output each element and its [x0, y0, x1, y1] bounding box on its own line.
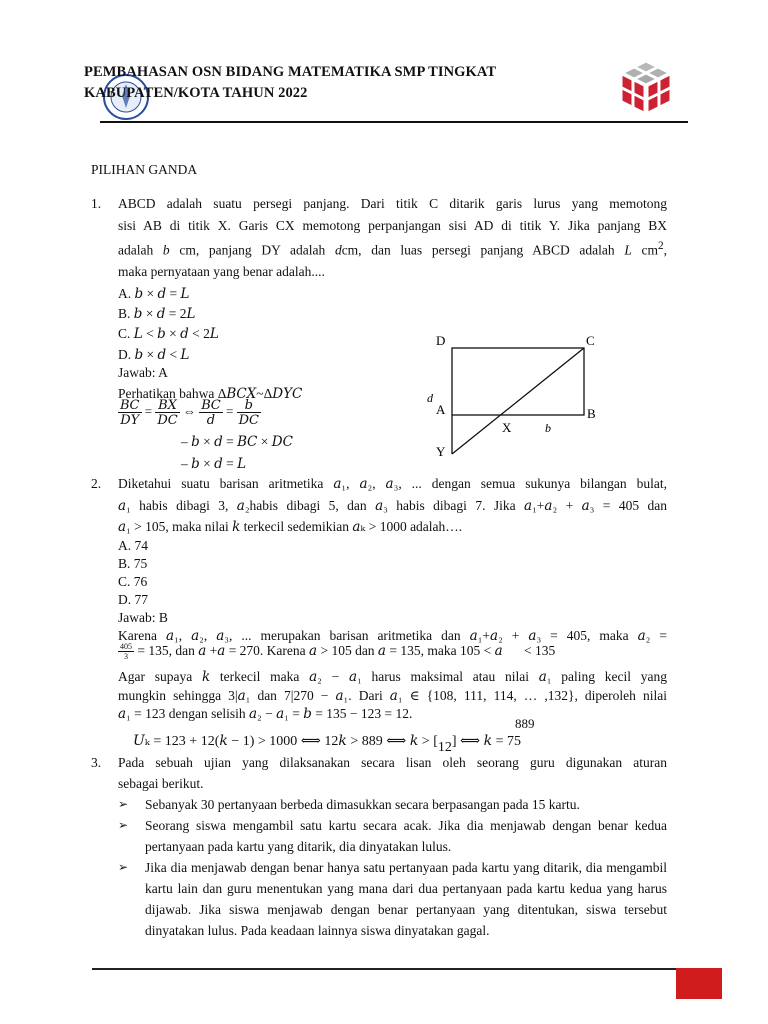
q1-text-line1: ABCD adalah suatu persegi panjang. Dari titik C ditarik garis lurus yang memotong [118, 196, 667, 211]
q1-t4: d [334, 242, 342, 258]
q1-frac-2 [155, 398, 179, 427]
label-d-length: d [427, 391, 433, 405]
label-c-point: C [586, 333, 595, 348]
bullet-arrow-icon: ➢ [118, 860, 129, 874]
q2-frac-den: 3 [124, 652, 128, 662]
q3-number: 3. [91, 755, 102, 770]
q1-option-c: C. 𝐿 < 𝑏 × 𝑑 < 2𝐿 [118, 326, 219, 341]
q2-option-d: D. 77 [118, 592, 148, 607]
label-b-length: b [545, 421, 551, 435]
q1-t2: b [162, 242, 170, 258]
label-b-point: B [587, 406, 596, 421]
q1-text [118, 193, 667, 283]
q1-text-line3 [118, 236, 667, 261]
q2-number: 2. [91, 476, 102, 491]
q1-frac-1 [118, 398, 142, 427]
q1-option-b: B. 𝑏 × 𝑑 = 2𝐿 [118, 306, 196, 321]
q1-frac-4-num: 𝑏 [237, 398, 261, 413]
q2-answer: Jawab: B [118, 610, 168, 625]
q1-frac-1-den: 𝐷𝑌 [120, 412, 140, 427]
q2-big-eq-b: 12 [437, 740, 452, 755]
q2-option-b: B. 75 [118, 556, 148, 571]
label-d-point: D [436, 333, 446, 348]
q1-t1: adalah [118, 242, 163, 258]
section-title: PILIHAN GANDA [91, 162, 198, 177]
q1-t5: cm, dan luas persegi panjang ABCD adalah [341, 242, 625, 258]
header-line-1: PEMBAHASAN OSN BIDANG MATEMATIKA SMP TINGKAT [84, 64, 497, 80]
q2-frac-405-3 [118, 642, 134, 661]
q2-frac-num: 405 [120, 642, 132, 652]
q2-line2: 𝑎₁ habis dibagi 3, 𝑎₂habis dibagi 5, dan 𝑎₃ habis dibagi 7. Jika 𝑎₁+𝑎₂ + 𝑎₃ = 405 dan [118, 497, 667, 513]
q2-big-equation [133, 733, 521, 755]
q1-frac-2-num: 𝐵𝑋 [155, 398, 179, 413]
q2-solution-line3: Agar supaya 𝑘 terkecil maka 𝑎₂ − 𝑎₁ harus maksimal atau nilai 𝑎₁ paling kecil yang [118, 669, 667, 684]
q2-solution-line2 [118, 642, 678, 661]
q2-solution-line1: Karena 𝑎₁, 𝑎₂, 𝑎₃, ... merupakan barisan aritmetika dan 𝑎₁+𝑎₂ + 𝑎₃ = 405, maka 𝑎₂ = [118, 628, 667, 643]
q1-option-a: A. 𝑏 × 𝑑 = 𝐿 [118, 286, 190, 301]
q2-solution-line2-tail: < 135 [524, 643, 556, 658]
label-a-point: A [436, 402, 446, 417]
q3-rule-3-text: Jika dia menjawab dengan benar hanya satu pertanyaan pada kartu yang ditarik, dia mengambil kartu lain dan guru menentukan yang mana dari dua pertanyaan pada kartu kedua yang harus dijawab. Jika siswa menjawab dengan benar pertanyaan yang ditentukan, siswa tersebut dinyatakan lulus. Pada keadaan lainnya siswa dinyatakan gagal. [145, 860, 667, 938]
bullet-arrow-icon: ➢ [118, 797, 129, 811]
q1-frac-3-den: 𝑑 [206, 412, 216, 427]
q1-t6: L [624, 242, 632, 258]
bullet-arrow-icon: ➢ [118, 818, 129, 832]
q1-eq-1: = [144, 403, 153, 419]
q3-text [118, 752, 667, 794]
rectangle-abcd [452, 348, 584, 415]
q2-option-a: A. 74 [118, 538, 148, 553]
q3-rule-2-text: Seorang siswa mengambil satu kartu secara acak. Jika dia menjawab dengan benar kedua pertanyaan pada kartu yang ditarik, dia dinyatakan lulus. [145, 818, 667, 854]
q3-line2: sebagai berikut. [118, 776, 204, 791]
label-y-point: Y [436, 444, 446, 459]
footer-page-box [676, 968, 722, 999]
cube-logo-icon [616, 60, 676, 118]
q1-frac-4-den: 𝐷𝐶 [238, 412, 259, 427]
q2-solution-line2-text: = 135, dan 𝑎 +𝑎 = 270. Karena 𝑎 > 105 dan 𝑎 = 135, maka 105 < 𝑎 [137, 643, 503, 658]
q1-answer: Jawab: A [118, 365, 168, 380]
q1-fraction-equation [118, 398, 261, 427]
q1-eq-2: = [225, 403, 234, 419]
q2-line3: 𝑎₁ > 105, maka nilai 𝑘 terkecil sedemikian 𝑎ₖ > 1000 adalah…. [118, 519, 463, 534]
q2-big-eq-top: 889 [515, 716, 535, 731]
footer-divider [92, 968, 676, 970]
q2-line1: Diketahui suatu barisan aritmetika 𝑎₁, 𝑎₂, 𝑎₃, ... dengan semua sukunya bilangan bulat, [118, 476, 667, 491]
q2-big-eq-c: ] ⟺ 𝑘 = 75 [451, 734, 521, 749]
q1-sup: 2 [658, 240, 664, 252]
q1-note-text: Perhatikan bahwa [118, 386, 218, 401]
q1-t3: cm, panjang DY adalah [169, 242, 335, 258]
q2-option-c: C. 76 [118, 574, 148, 589]
label-x-point: X [502, 420, 512, 435]
q1-text-line2: sisi AB di titik X. Garis CX memotong perpanjangan sisi AD di titik Y. Jika panjang BX [118, 217, 667, 233]
header-divider [100, 121, 688, 123]
q1-t8: , [663, 242, 668, 258]
q1-note-sim: Δ𝐵𝐶𝑋~Δ𝐷𝑌𝐶 [217, 386, 303, 401]
q3-line1: Pada sebuah ujian yang dilaksanakan secara lisan oleh seorang guru digunakan aturan [118, 755, 667, 770]
q3-rules-list [118, 794, 667, 941]
q3-rule-2 [118, 815, 667, 857]
q1-iff: ⇔ [182, 403, 196, 419]
q3-rule-3 [118, 857, 667, 941]
q1-frac-2-den: 𝐷𝐶 [157, 412, 178, 427]
q2-text [118, 473, 667, 538]
header-line-2: KABUPATEN/KOTA TAHUN 2022 [84, 85, 308, 101]
q1-text-line4: maka pernyataan yang benar adalah.... [118, 264, 325, 279]
q1-t7: cm [631, 242, 659, 258]
q3-rule-1-text: Sebanyak 30 pertanyaan berbeda dimasukkan secara berpasangan pada 15 kartu. [145, 797, 580, 812]
q1-frac-4 [237, 398, 261, 427]
q3-rule-1 [118, 794, 667, 815]
q1-frac-3-num: 𝐵𝐶 [201, 397, 221, 412]
line-cy [452, 348, 584, 454]
q1-frac-1-num: 𝐵𝐶 [120, 397, 140, 412]
q1-frac-3 [199, 398, 223, 427]
q1-rectangle-diagram [424, 330, 604, 462]
q1-step-2: – 𝑏 × 𝑑 = 𝐿 [181, 456, 247, 471]
q1-step-1: – 𝑏 × 𝑑 = 𝐵𝐶 × 𝐷𝐶 [181, 434, 293, 449]
q1-option-d: D. 𝑏 × 𝑑 < 𝐿 [118, 347, 190, 362]
document-header [84, 62, 496, 104]
q2-solution-line4: mungkin sehingga 3|𝑎₁ dan 7|270 − 𝑎₁. Dari 𝑎₁ ∈ {108, 111, 114, … ,132}, diperoleh nilai [118, 688, 667, 703]
q2-solution-line5: 𝑎₁ = 123 dengan selisih 𝑎₂ − 𝑎₁ = 𝑏 = 135 − 123 = 12. [118, 706, 413, 721]
q2-big-eq-a: 𝑈ₖ = 123 + 12(𝑘 − 1) > 1000 ⟺ 12𝑘 > 889 ⟺ 𝑘 > [ [133, 734, 438, 749]
q1-number: 1. [91, 196, 102, 211]
